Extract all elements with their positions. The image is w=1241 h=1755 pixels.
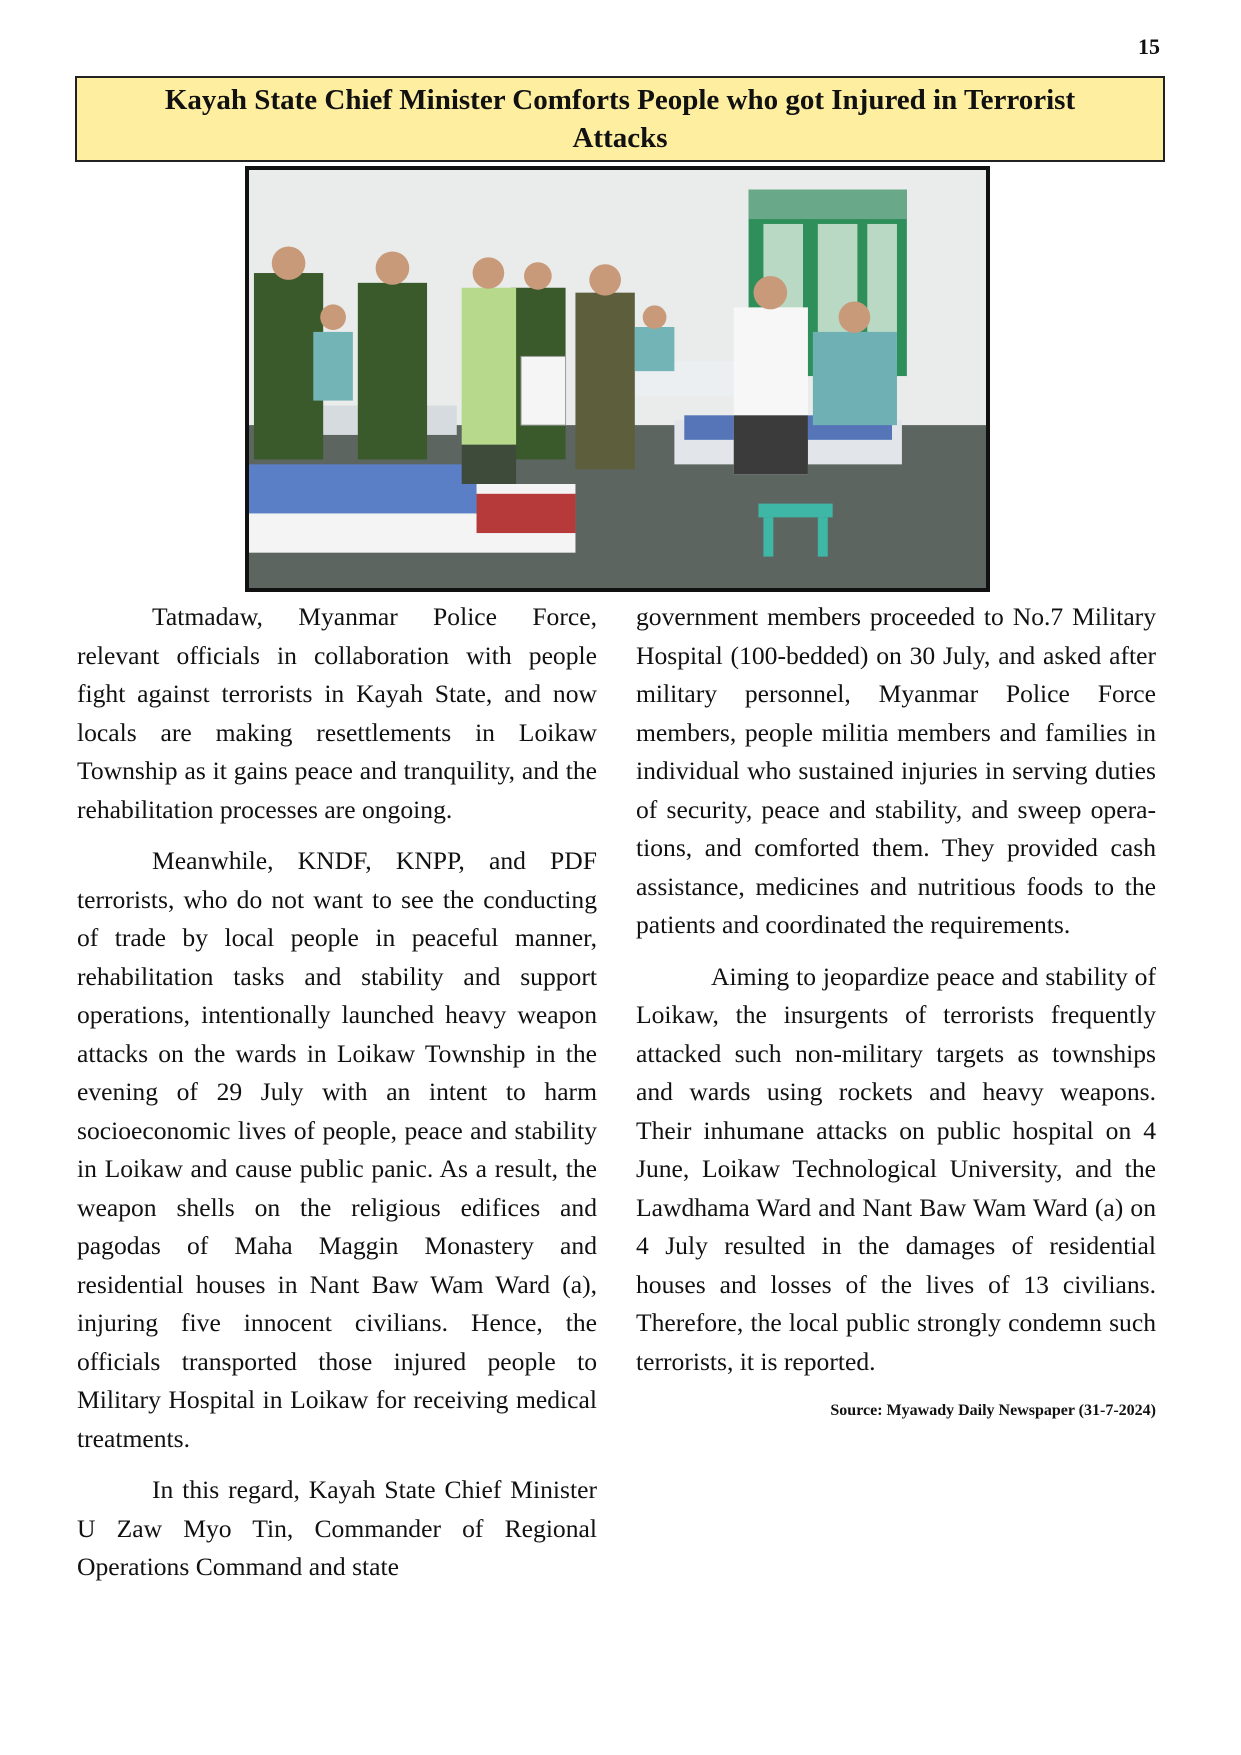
- article-title-box: [75, 76, 1165, 162]
- paragraph: government members proceeded to No.7 Military Hospital (100-bedded) on 30 July, and asked after military personnel, Myanmar Police Force members, people militia members and families in individual who sustained injuries in serving duties of security, peace and stability, and sweep operations, and comforted them. They provided cash assistance, medicines and nutritious foods to the patients and coordinated the requirements.: [636, 602, 1156, 939]
- source-credit: Source: Myawady Daily Newspaper (31-7-2024): [830, 1402, 1156, 1419]
- article-title: Kayah State Chief Minister Comforts People who got Injured in Terrorist Attacks: [164, 84, 1076, 154]
- left-column: [77, 598, 597, 1600]
- paragraph: Meanwhile, KNDF, KNPP, and PDF terrorists, who do not want to see the conducting of trade by local people in peaceful manner, rehabilitation tasks and stability and support operations, intentionally launched heavy weapon attacks on the wards in Loikaw Township in the evening of 29 July with an intent to harm socioeconomic lives of people, peace and stability in Loikaw and cause public panic. As a result, the weapon shells on the religious edifices and pagodas of Maha Maggin Monastery and residential houses in Nant Baw Wam Ward (a), injuring five innocent civilians. Hence, the officials transported those injured people to Military Hospital in Loikaw for receiving medical treatments.: [77, 846, 597, 1453]
- paragraph: Tatmadaw, Myanmar Police Force, relevant officials in collaboration with people fight against terrorists in Kayah State, and now locals are making resettlements in Loikaw Township as it gains peace and tranquility, and the rehabilitation processes are ongoing.: [77, 602, 597, 824]
- page-number: 15: [1138, 34, 1160, 59]
- right-column: [636, 598, 1156, 1421]
- article-photo: [245, 166, 990, 592]
- hospital-ward-photo-icon: [249, 170, 986, 588]
- paragraph: Aiming to jeopardize peace and stability of Loikaw, the insurgents of terrorists frequently attacked such non-military targets as townships and wards using rockets and heavy weapons. Their inhumane attacks on public hospital on 4 June, Loikaw Technological University, and the Lawdhama Ward and Nant Baw Wam Ward (a) on 4 July resulted in the damages of residential houses and losses of the lives of 13 civilians. Therefore, the local public strongly condemn such terrorists, it is reported.: [636, 961, 1156, 1376]
- paragraph: In this regard, Kayah State Chief Minister U Zaw Myo Tin, Commander of Regional Operations Command and state: [77, 1475, 597, 1581]
